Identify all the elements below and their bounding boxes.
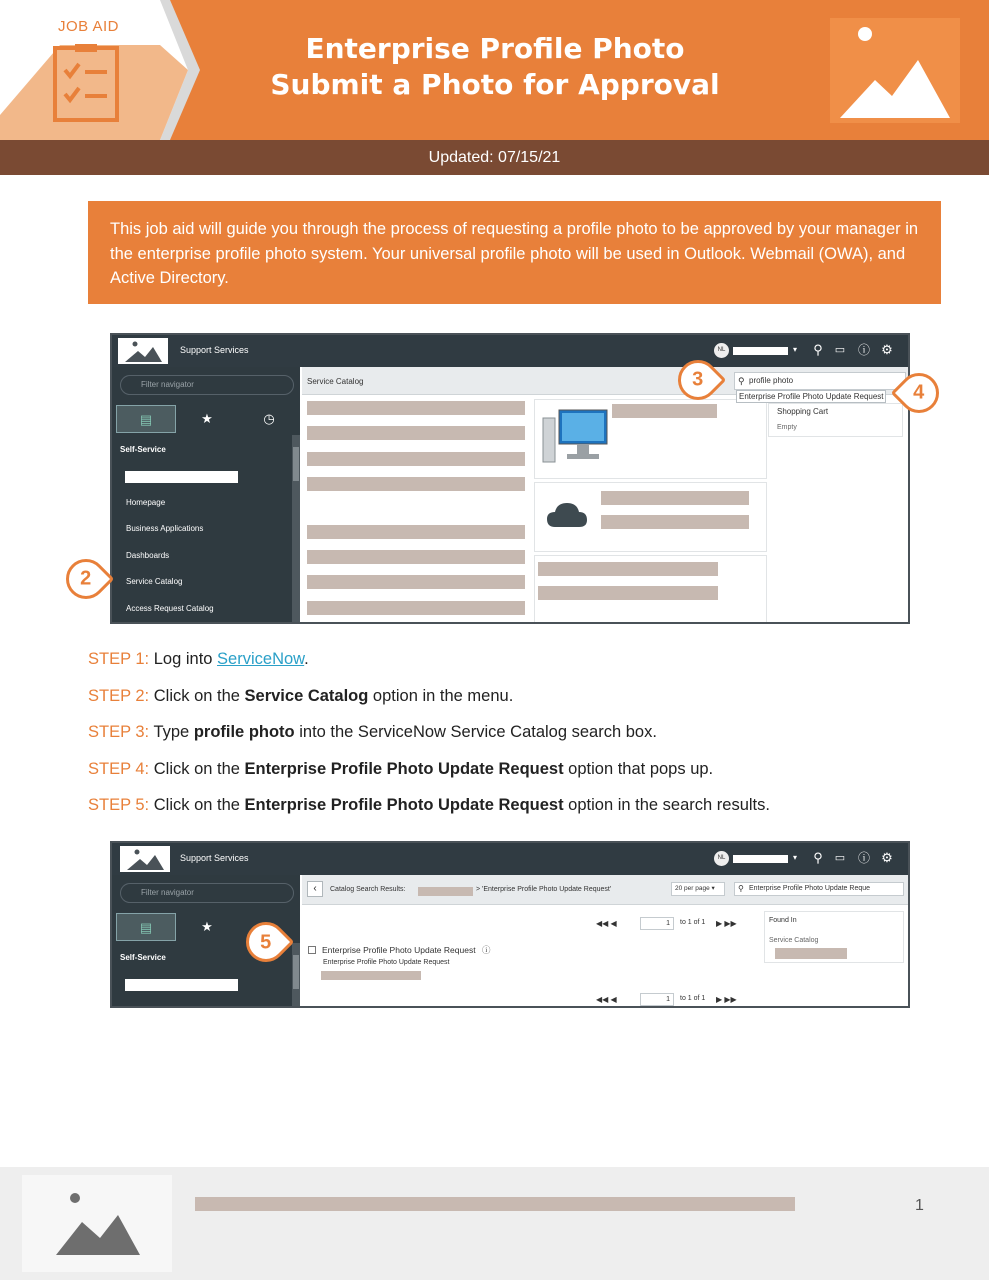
shopping-cart-panel — [768, 403, 903, 437]
chat-icon[interactable]: ▭ — [834, 344, 846, 356]
catalog-search-input[interactable]: ⚲ Enterprise Profile Photo Update Reque — [734, 882, 904, 896]
chat-icon[interactable]: ▭ — [834, 852, 846, 864]
chevron-down-icon[interactable]: ▾ — [792, 853, 797, 862]
footer-text-placeholder — [195, 1197, 795, 1211]
catalog-search-input[interactable]: ⚲ profile photo — [734, 372, 906, 390]
callout-step-2: 2 — [58, 551, 115, 608]
catalog-card-generic[interactable] — [534, 555, 767, 624]
main-content — [302, 875, 908, 1006]
intro-text: This job aid will guide you through the process of requesting a profile photo to be approved by your manager in the enterprise profile photo system. Your universal profile photo will be used in Outlook. Webmail (OWA), and Active Directory. — [88, 201, 941, 304]
sidebar-item-access-request-catalog[interactable]: Access Request Catalog — [126, 604, 214, 613]
job-aid-badge — [0, 0, 200, 140]
per-page-select[interactable]: 20 per page ▾ — [671, 882, 725, 896]
found-in-item[interactable]: Service Catalog — [769, 937, 819, 944]
result-title[interactable]: Enterprise Profile Photo Update Request ⓘ — [308, 944, 490, 956]
sidebar-scroll-thumb[interactable] — [293, 955, 299, 989]
breadcrumb-suffix: > 'Enterprise Profile Photo Update Request' — [476, 886, 612, 893]
breadcrumb-prefix: Catalog Search Results: — [330, 886, 406, 893]
step-1: STEP 1: Log into ServiceNow. — [88, 650, 309, 668]
avatar[interactable]: NL — [714, 343, 729, 358]
gear-icon[interactable]: ⚙ — [881, 850, 893, 865]
pager-next-last[interactable]: ▶ ▶▶ — [716, 919, 737, 928]
shopping-cart-title: Shopping Cart — [777, 407, 829, 416]
star-icon[interactable]: ★ — [201, 919, 213, 934]
sidebar-scroll-thumb[interactable] — [293, 447, 299, 481]
app-name: Support Services — [180, 345, 249, 355]
found-in-panel — [764, 911, 904, 963]
sidebar-highlight — [125, 471, 238, 483]
search-icon[interactable]: ⚲ — [813, 850, 823, 865]
page-title-line2: Submit a Photo for Approval — [270, 68, 720, 101]
search-icon: ⚲ — [738, 376, 745, 386]
filter-navigator-input[interactable]: Filter navigator — [120, 883, 294, 903]
sidebar-item-business-applications[interactable]: Business Applications — [126, 524, 204, 533]
step-4: STEP 4: Click on the Enterprise Profile Photo Update Request option that pops up. — [88, 760, 714, 778]
callout-step-3: 3 — [670, 352, 727, 409]
updated-date: Updated: 07/15/21 — [0, 140, 989, 175]
step-2: STEP 2: Click on the Service Catalog option in the menu. — [88, 687, 514, 705]
search-icon: ⚲ — [738, 884, 744, 893]
tab-all-apps[interactable]: ▤ — [116, 405, 176, 433]
app-header — [112, 843, 908, 875]
sidebar-highlight — [125, 979, 238, 991]
sidebar-section-self-service[interactable]: Self-Service — [120, 445, 166, 454]
pager-page-input[interactable]: 1 — [640, 993, 674, 1006]
back-button[interactable]: ‹ — [307, 881, 323, 897]
chevron-down-icon[interactable]: ▾ — [792, 345, 797, 354]
pager-page-input[interactable]: 1 — [640, 917, 674, 930]
shopping-cart-status: Empty — [777, 424, 797, 431]
sidebar-item-homepage[interactable]: Homepage — [126, 498, 166, 507]
catalog-card-cloud[interactable] — [534, 482, 767, 552]
step-3: STEP 3: Type profile photo into the ServiceNow Service Catalog search box. — [88, 723, 657, 741]
sidebar-item-dashboards[interactable]: Dashboards — [126, 551, 170, 560]
screenshot-service-catalog — [110, 333, 910, 624]
avatar[interactable]: NL — [714, 851, 729, 866]
catalog-item-icon — [308, 946, 316, 954]
sidebar-item-service-catalog[interactable]: Service Catalog — [126, 577, 183, 586]
image-placeholder-icon — [22, 1175, 172, 1272]
app-name: Support Services — [180, 853, 249, 863]
history-icon[interactable]: ◷ — [263, 411, 275, 426]
callout-step-4: 4 — [891, 365, 948, 422]
app-logo — [120, 846, 170, 872]
main-content — [302, 367, 908, 622]
app-logo — [118, 338, 168, 364]
pager-next-last[interactable]: ▶ ▶▶ — [716, 995, 737, 1004]
star-icon[interactable]: ★ — [201, 411, 213, 426]
footer — [0, 1167, 989, 1280]
gear-icon[interactable]: ⚙ — [881, 342, 893, 357]
tab-all-apps[interactable]: ▤ — [116, 913, 176, 941]
filter-navigator-input[interactable]: Filter navigator — [120, 375, 294, 395]
pager-first-prev[interactable]: ◀◀ ◀ — [596, 995, 617, 1004]
step-5: STEP 5: Click on the Enterprise Profile Photo Update Request option in the search results. — [88, 796, 770, 814]
help-icon[interactable]: ⓘ — [857, 851, 870, 865]
sidebar-section-self-service[interactable]: Self-Service — [120, 953, 166, 962]
desktop-computer-icon — [539, 408, 609, 470]
app-header — [112, 335, 908, 367]
help-icon[interactable]: ⓘ — [857, 343, 870, 357]
nav-tabs — [112, 405, 300, 433]
checklist-icon — [53, 42, 119, 122]
cloud-icon — [545, 501, 589, 529]
pager-count: to 1 of 1 — [680, 995, 706, 1002]
breadcrumb-label: Service Catalog — [307, 377, 364, 386]
screenshot-search-results — [110, 841, 910, 1008]
search-icon[interactable]: ⚲ — [813, 342, 823, 357]
user-name[interactable] — [733, 855, 788, 863]
image-placeholder-icon — [830, 18, 960, 123]
breadcrumb — [302, 875, 908, 905]
catalog-card-hardware[interactable] — [534, 399, 767, 479]
header-banner — [0, 0, 989, 140]
search-suggestion-item[interactable]: Enterprise Profile Photo Update Request — [736, 390, 886, 403]
page-number: 1 — [915, 1197, 924, 1214]
pager-first-prev[interactable]: ◀◀ ◀ — [596, 919, 617, 928]
user-name[interactable] — [733, 347, 788, 355]
servicenow-link[interactable]: ServiceNow — [217, 650, 305, 668]
result-subtitle: Enterprise Profile Photo Update Request — [323, 959, 450, 966]
page-title-line1: Enterprise Profile Photo — [305, 32, 685, 65]
sidebar — [112, 367, 300, 622]
job-aid-label: JOB AID — [58, 18, 120, 35]
found-in-title: Found In — [769, 917, 797, 924]
info-icon[interactable]: ⓘ — [481, 945, 491, 955]
pager-count: to 1 of 1 — [680, 919, 706, 926]
callout-step-5: 5 — [238, 914, 295, 971]
